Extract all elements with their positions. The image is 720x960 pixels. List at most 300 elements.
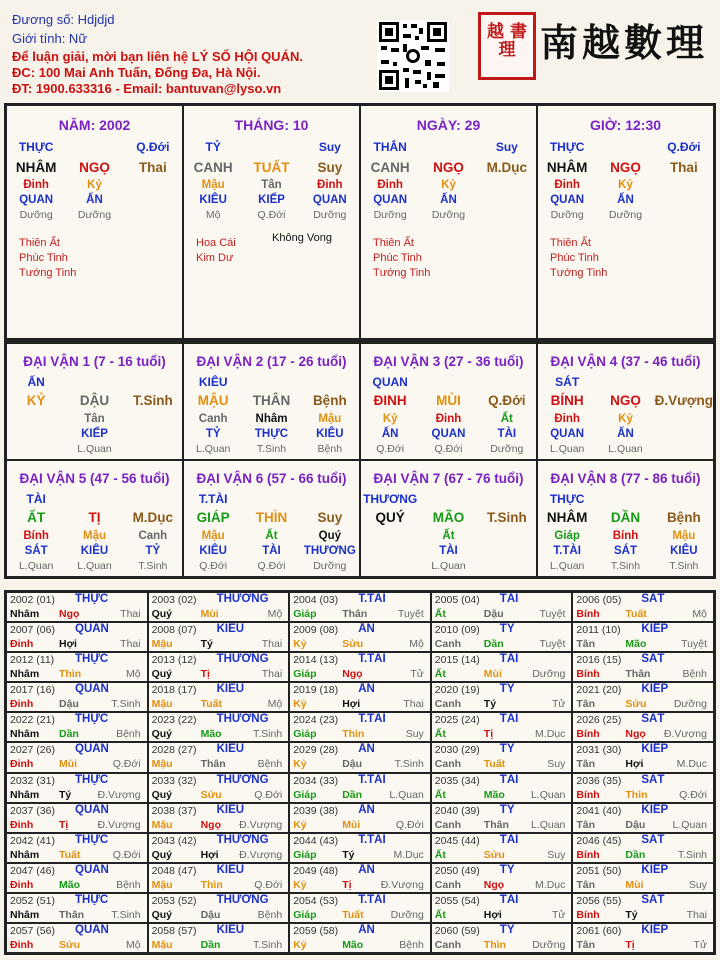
year-phase: M.Dục xyxy=(393,848,424,861)
dai-van-cell-7 xyxy=(537,460,714,577)
year-cell xyxy=(572,803,714,833)
phase-cell: Dưỡng xyxy=(550,209,584,221)
year-ten-god: TÀI xyxy=(499,593,519,605)
year-stem: Canh xyxy=(434,938,462,951)
year-cell xyxy=(148,712,290,742)
phase-cell: L.Quan xyxy=(608,443,643,455)
phase-cell: Q.Đới xyxy=(199,560,228,572)
year-stem: Đinh xyxy=(10,758,34,771)
khong-vong-note: Không Vong xyxy=(272,232,332,244)
stem-branch-cell: DẬU xyxy=(79,393,110,408)
year-phase: Mộ xyxy=(267,608,283,620)
year-branch: Tị xyxy=(342,878,352,891)
star-notes xyxy=(184,222,359,266)
year-label: 2026 (25) xyxy=(576,714,622,727)
year-stem: Kỷ xyxy=(293,938,307,951)
ten-god-cell: T.TÀI xyxy=(198,492,228,506)
pillar-cell-3 xyxy=(537,105,714,339)
year-phase: Đ.Vượng xyxy=(97,788,141,801)
hidden-stem-row xyxy=(184,412,359,427)
hidden-stem-cell: Ất xyxy=(500,413,513,425)
year-ten-god: T.TÀI xyxy=(358,893,386,906)
year-ten-god: SÁT xyxy=(641,833,665,846)
year-ten-god: THƯƠNG xyxy=(216,893,269,906)
ten-god-cell xyxy=(596,372,654,392)
year-branch: Ngọ xyxy=(59,608,80,620)
ten-god-cell: KIÊU xyxy=(198,375,228,389)
phase-cell: L.Quan xyxy=(77,443,112,455)
hidden-god-row xyxy=(361,544,536,559)
year-branch: Ngọ xyxy=(342,668,363,681)
year-ten-god: T.TÀI xyxy=(358,773,386,786)
hidden-god-row xyxy=(361,192,536,208)
year-ten-god: THƯƠNG xyxy=(216,713,269,726)
ten-god-cell xyxy=(596,489,654,509)
hidden-stem-cell: Kỷ xyxy=(618,413,633,425)
phase-cell xyxy=(7,442,65,456)
ten-god-cell: THÂN xyxy=(373,140,407,154)
year-ten-god: KIẾP xyxy=(641,803,669,816)
hidden-god-cell: TÀI xyxy=(262,545,281,557)
ten-god-cell xyxy=(419,489,477,509)
seal-stamp: 越 書 理 xyxy=(478,12,536,80)
hidden-god-cell: SÁT xyxy=(24,545,48,557)
stem-branch-cell: Bệnh xyxy=(666,510,701,525)
year-branch: Mùi xyxy=(625,878,644,891)
year-ten-god: KIÊU xyxy=(216,623,245,636)
phase-row xyxy=(538,442,713,456)
year-ten-god: KIÊU xyxy=(216,923,245,936)
year-stem: Kỷ xyxy=(293,878,307,891)
year-stem: Nhâm xyxy=(10,848,40,861)
year-phase: Mộ xyxy=(409,638,424,651)
year-phase: Đ.Vượng xyxy=(663,728,707,741)
dai-van-title: ĐẠI VẬN 4 (37 - 46 tuổi) xyxy=(550,354,701,369)
star-note: Phúc Tinh xyxy=(373,252,422,264)
year-phase: Bệnh xyxy=(399,938,424,951)
year-stem: Đinh xyxy=(10,878,34,891)
brand-logo: 南越數理 xyxy=(540,20,709,65)
phase-cell: Mộ xyxy=(205,209,221,221)
year-label: 2058 (57) xyxy=(151,924,197,937)
hidden-god-row xyxy=(184,192,359,208)
year-label: 2005 (04) xyxy=(434,594,480,606)
year-stem: Tân xyxy=(576,938,596,951)
year-cell xyxy=(431,712,573,742)
year-ten-god: QUAN xyxy=(75,923,109,936)
year-ten-god: TỶ xyxy=(499,863,515,876)
ten-god-row xyxy=(538,489,713,507)
year-branch: Tị xyxy=(483,728,494,741)
year-phase: T.Sinh xyxy=(253,728,283,741)
year-phase: Thai xyxy=(120,638,141,651)
year-branch: Sửu xyxy=(342,638,364,651)
year-branch: Dần xyxy=(625,848,646,861)
stem-branch-cell: Đ.Vượng xyxy=(654,393,713,408)
year-cell xyxy=(431,652,573,682)
year-stem: Quý xyxy=(151,668,173,681)
hidden-god-cell: ẤN xyxy=(617,428,634,440)
year-cell xyxy=(6,712,148,742)
dai-van-title: ĐẠI VẬN 6 (57 - 66 tuổi) xyxy=(196,471,347,486)
year-phase: Tử xyxy=(410,668,424,681)
star-note: Hoa Cái xyxy=(196,237,236,249)
stem-branch-cell: NGỌ xyxy=(79,160,110,175)
year-phase: Q.Đới xyxy=(679,788,707,801)
year-phase: Đ.Vượng xyxy=(239,848,283,861)
ten-god-cell xyxy=(419,136,477,158)
year-stem: Nhâm xyxy=(10,908,40,921)
hidden-god-cell xyxy=(7,427,65,442)
year-label: 2044 (43) xyxy=(293,834,339,847)
year-stem: Mậu xyxy=(151,938,173,951)
year-phase: T.Sinh xyxy=(111,698,141,711)
pillar-title: NĂM: 2002 xyxy=(58,117,131,133)
year-stem: Mậu xyxy=(151,698,173,711)
stem-branch-cell: M.Dục xyxy=(132,510,174,525)
year-branch: Ngọ xyxy=(483,878,505,891)
year-ten-god: TÀI xyxy=(499,893,519,906)
year-phase: L.Quan xyxy=(672,818,707,831)
hidden-god-cell: QUAN xyxy=(373,194,408,206)
year-cell xyxy=(148,803,290,833)
hidden-stem-row xyxy=(538,529,713,544)
year-phase: Bệnh xyxy=(257,758,283,771)
year-phase: Tử xyxy=(693,938,707,951)
year-ten-god: THỰC xyxy=(75,773,109,786)
hidden-god-row xyxy=(184,544,359,559)
year-cell xyxy=(289,742,431,772)
year-stem: Nhâm xyxy=(10,668,40,681)
dai-van-cell-3 xyxy=(537,343,714,460)
hidden-stem-cell xyxy=(478,529,536,544)
ten-god-cell xyxy=(65,136,123,158)
year-label: 2051 (50) xyxy=(576,864,622,877)
star-note: Thiên Ất xyxy=(550,237,591,249)
phase-row xyxy=(7,208,182,222)
ten-god-cell: TÀI xyxy=(26,492,46,506)
hidden-stem-cell: Kỷ xyxy=(382,413,398,425)
phase-cell: T.Sinh xyxy=(256,443,287,455)
stem-branch-cell: Bệnh xyxy=(312,393,347,408)
year-cell xyxy=(289,923,431,953)
stem-branch-row xyxy=(361,507,536,529)
year-branch: Mùi xyxy=(483,668,502,681)
year-label: 2041 (40) xyxy=(576,804,622,817)
annual-luck-grid xyxy=(4,590,716,955)
year-stem: Giáp xyxy=(293,788,317,801)
year-stem: Quý xyxy=(151,788,173,801)
phase-cell: Dưỡng xyxy=(608,209,643,221)
ten-god-cell xyxy=(419,372,477,392)
phase-cell xyxy=(124,208,182,222)
year-branch: Mão xyxy=(200,728,222,741)
year-stem: Kỷ xyxy=(293,698,307,711)
year-ten-god: QUAN xyxy=(75,683,109,696)
pillar-title: GIỜ: 12:30 xyxy=(589,117,662,133)
year-label: 2024 (23) xyxy=(293,714,339,727)
hidden-stem-cell: Đinh xyxy=(377,179,403,191)
year-phase: Bệnh xyxy=(257,908,283,921)
pillar-cell-1 xyxy=(183,105,360,339)
phase-cell: L.Quan xyxy=(549,560,585,572)
year-branch: Mão xyxy=(625,638,647,651)
year-phase: M.Dục xyxy=(676,758,707,771)
phase-cell: Dưỡng xyxy=(490,443,524,455)
hidden-stem-cell: Đinh xyxy=(317,179,343,191)
hidden-stem-cell: Bính xyxy=(23,530,49,542)
year-label: 2010 (09) xyxy=(434,624,480,637)
year-branch: Tý xyxy=(625,908,638,921)
year-phase: M.Dục xyxy=(535,728,566,741)
year-cell xyxy=(572,652,714,682)
year-label: 2048 (47) xyxy=(151,864,197,877)
year-phase: Mộ xyxy=(126,668,141,681)
year-stem: Đinh xyxy=(10,638,34,651)
phase-cell: Dưỡng xyxy=(19,209,53,221)
hidden-stem-cell xyxy=(478,178,536,192)
year-label: 2056 (55) xyxy=(576,894,622,907)
year-phase: Q.Đới xyxy=(254,878,283,891)
year-cell xyxy=(6,773,148,803)
year-phase: Thai xyxy=(261,668,283,681)
year-cell xyxy=(289,592,431,622)
year-cell xyxy=(572,622,714,652)
year-ten-god: QUAN xyxy=(75,743,109,756)
year-ten-god: TỶ xyxy=(499,803,515,816)
ten-god-row xyxy=(7,136,182,158)
ten-god-cell: TỶ xyxy=(205,140,221,154)
pillar-cell-0 xyxy=(6,105,183,339)
year-stem: Nhâm xyxy=(10,728,40,741)
year-cell xyxy=(148,652,290,682)
stem-branch-cell: Suy xyxy=(317,160,343,175)
hidden-stem-row xyxy=(361,178,536,192)
stem-branch-cell: KỶ xyxy=(26,393,46,408)
hidden-god-cell: QUAN xyxy=(550,194,585,206)
dai-van-title: ĐẠI VẬN 1 (7 - 16 tuổi) xyxy=(23,354,166,369)
year-stem: Mậu xyxy=(151,758,173,771)
year-phase: Bệnh xyxy=(682,668,707,681)
phase-cell: Bệnh xyxy=(317,443,343,455)
year-label: 2014 (13) xyxy=(293,654,339,667)
year-stem: Canh xyxy=(434,878,462,891)
star-note: Thiên Ất xyxy=(373,237,414,249)
hidden-god-row xyxy=(361,427,536,442)
hidden-stem-row xyxy=(7,529,182,544)
year-stem: Kỷ xyxy=(293,758,307,771)
year-ten-god: KIẾP xyxy=(641,923,669,936)
phase-row xyxy=(361,559,536,573)
year-branch: Thìn xyxy=(59,668,82,681)
year-branch: Dậu xyxy=(59,698,79,711)
hidden-god-cell: ẤN xyxy=(86,194,103,206)
phase-cell: Dưỡng xyxy=(313,209,347,221)
year-branch: Thìn xyxy=(625,788,648,801)
year-branch: Tý xyxy=(483,698,497,711)
ten-god-row xyxy=(184,372,359,390)
year-phase: M.Dục xyxy=(535,878,566,891)
ten-god-cell: Suy xyxy=(318,140,341,154)
phone-email-line: ĐT: 1900.633316 - Email: bantuvan@lyso.vn xyxy=(12,81,282,96)
phase-cell xyxy=(478,208,536,222)
hidden-stem-cell xyxy=(124,412,182,427)
year-branch: Thân xyxy=(625,668,651,681)
stem-branch-row xyxy=(538,158,713,178)
phase-cell: Q.Đới xyxy=(376,443,405,455)
year-stem: Đinh xyxy=(10,698,34,711)
hidden-god-cell: KIÊU xyxy=(80,545,109,557)
hidden-stem-cell: Giáp xyxy=(554,530,580,542)
year-phase: Tuyệt xyxy=(539,608,566,620)
stem-branch-cell: T.Sinh xyxy=(132,393,173,408)
dai-van-cell-2 xyxy=(360,343,537,460)
dai-van-cell-6 xyxy=(360,460,537,577)
year-phase: Dưỡng xyxy=(532,668,566,681)
phase-cell xyxy=(124,442,182,456)
year-label: 2029 (28) xyxy=(293,744,339,757)
phase-cell xyxy=(655,442,713,456)
hidden-god-cell: KIẾP xyxy=(81,428,108,440)
year-branch: Thìn xyxy=(483,938,506,951)
stem-branch-cell: NHÂM xyxy=(546,160,588,175)
ten-god-cell xyxy=(478,372,536,392)
year-stem: Bính xyxy=(576,608,600,620)
phase-cell: L.Quan xyxy=(18,560,54,572)
year-cell xyxy=(431,923,573,953)
year-ten-god: THỰC xyxy=(75,713,109,726)
phase-cell: Q.Đới xyxy=(434,443,463,455)
year-ten-god: KIẾP xyxy=(641,743,669,756)
year-ten-god: THƯƠNG xyxy=(216,773,269,786)
ten-god-row xyxy=(361,489,536,507)
hidden-stem-cell: Kỷ xyxy=(87,179,102,191)
stem-branch-cell: MẬU xyxy=(197,393,229,408)
year-cell xyxy=(6,893,148,923)
year-cell xyxy=(572,742,714,772)
qr-code-icon xyxy=(377,20,449,92)
year-cell xyxy=(572,833,714,863)
hidden-stem-cell xyxy=(7,412,65,427)
hidden-stem-cell: Kỷ xyxy=(441,179,456,191)
dai-van-title: ĐẠI VẬN 7 (67 - 76 tuổi) xyxy=(373,471,524,486)
year-label: 2060 (59) xyxy=(434,924,480,937)
year-branch: Dậu xyxy=(625,818,646,831)
year-branch: Hợi xyxy=(59,638,77,651)
year-cell xyxy=(572,893,714,923)
dai-van-cell-5 xyxy=(183,460,360,577)
phase-row xyxy=(538,208,713,222)
year-branch: Tý xyxy=(59,788,72,801)
year-cell xyxy=(6,833,148,863)
phase-row xyxy=(7,442,182,456)
year-ten-god: ẤN xyxy=(358,743,375,756)
phase-cell: L.Quan xyxy=(77,560,112,572)
hidden-stem-cell: Canh xyxy=(138,530,168,542)
hidden-stem-cell: Ất xyxy=(442,530,455,542)
year-cell xyxy=(148,833,290,863)
hidden-stem-cell: Mậu xyxy=(201,530,225,542)
year-branch: Ngọ xyxy=(200,818,222,831)
year-branch: Hợi xyxy=(625,758,644,771)
ten-god-cell xyxy=(655,489,713,509)
phase-cell: T.Sinh xyxy=(669,560,699,572)
year-cell xyxy=(572,863,714,893)
hidden-god-cell: T.TÀI xyxy=(553,545,581,557)
hidden-stem-row xyxy=(184,178,359,192)
ten-god-cell: QUAN xyxy=(372,375,408,389)
year-label: 2020 (19) xyxy=(434,684,480,697)
year-stem: Giáp xyxy=(293,728,317,741)
ten-god-row xyxy=(538,372,713,390)
year-ten-god: ẤN xyxy=(358,623,375,636)
hidden-god-cell xyxy=(655,192,713,208)
year-label: 2050 (49) xyxy=(434,864,480,877)
year-phase: Tuyệt xyxy=(397,608,424,620)
year-ten-god: KIẾP xyxy=(641,683,669,696)
year-cell xyxy=(6,682,148,712)
stem-branch-cell: ĐINH xyxy=(373,393,407,408)
year-ten-god: SÁT xyxy=(641,773,665,786)
year-stem: Ất xyxy=(434,788,446,801)
year-branch: Thân xyxy=(200,758,226,771)
year-ten-god: KIẾP xyxy=(641,863,669,876)
phase-cell xyxy=(361,559,419,573)
year-label: 2017 (16) xyxy=(10,684,55,697)
hidden-god-cell xyxy=(478,544,536,559)
ten-god-cell xyxy=(655,372,713,392)
year-branch: Sửu xyxy=(59,938,81,951)
year-cell xyxy=(148,923,290,953)
star-note: Kim Dư xyxy=(196,252,234,264)
stem-branch-cell: THÌN xyxy=(255,510,288,525)
year-label: 2054 (53) xyxy=(293,894,339,907)
stem-branch-cell: T.Sinh xyxy=(486,510,527,525)
year-ten-god: KIẾP xyxy=(641,623,669,636)
year-phase: Q.Đới xyxy=(254,788,283,801)
year-branch: Mão xyxy=(342,938,364,951)
year-label: 2025 (24) xyxy=(434,714,480,727)
dai-van-cell-0 xyxy=(6,343,183,460)
phase-cell xyxy=(478,559,536,573)
year-label: 2011 (10) xyxy=(576,624,621,637)
hidden-god-cell: ẤN xyxy=(440,194,457,206)
hidden-stem-cell: Mậu xyxy=(672,530,696,542)
year-cell xyxy=(148,682,290,712)
year-ten-god: THƯƠNG xyxy=(216,833,269,846)
year-phase: T.Sinh xyxy=(677,848,707,861)
year-stem: Bính xyxy=(576,848,600,861)
hidden-stem-cell: Mậu xyxy=(318,413,342,425)
contact-line: Để luận giải, mời bạn liên hệ LÝ SỐ HỘI QUÁN. xyxy=(12,49,303,64)
year-ten-god: KIÊU xyxy=(216,863,245,876)
year-branch: Dần xyxy=(59,728,79,741)
year-ten-god: THỰC xyxy=(75,653,109,666)
year-branch: Tị xyxy=(59,818,69,831)
phase-cell: Q.Đới xyxy=(257,560,286,572)
phase-row xyxy=(184,208,359,222)
year-label: 2042 (41) xyxy=(10,834,55,847)
year-stem: Nhâm xyxy=(10,608,40,620)
year-branch: Tý xyxy=(342,848,355,861)
year-phase: T.Sinh xyxy=(253,938,283,951)
year-stem: Quý xyxy=(151,908,173,921)
year-label: 2013 (12) xyxy=(151,654,197,667)
hidden-god-cell xyxy=(478,192,536,208)
year-cell xyxy=(431,803,573,833)
year-label: 2049 (48) xyxy=(293,864,339,877)
year-phase: Thai xyxy=(686,908,707,921)
